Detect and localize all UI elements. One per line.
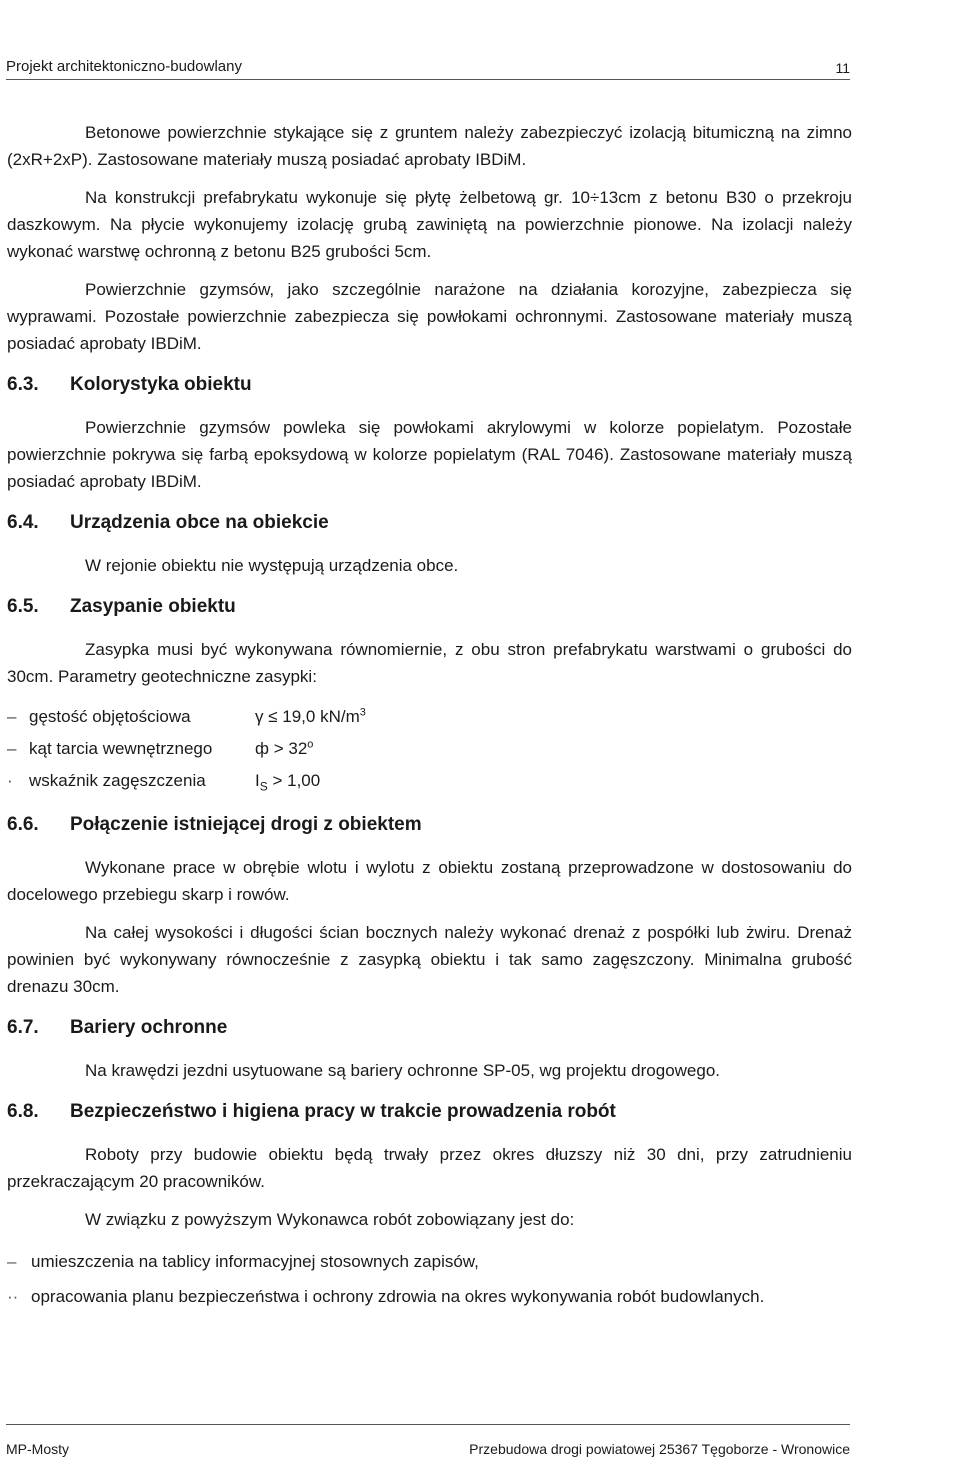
parameter-value: γ ≤ 19,0 $kN/m^3$ [255,706,366,726]
section-number: 6.5. [7,596,39,617]
parameter-row [7,765,852,797]
list-dash: – [7,739,17,758]
list-dash: – [7,707,17,726]
list-dash: – [7,1252,17,1271]
bullet-list [7,1244,852,1314]
footer-left: MP-Mosty [6,1441,69,1457]
page-footer [6,1424,850,1461]
list-item [7,1244,852,1279]
paragraph: Powierzchnie gzymsów powleka się powłokami akrylowymi w kolorze popielatym. Pozostałe powierzchnie pokrywa się farbą epoksydową w kolorze popielatym (RAL 7046). Zastosowane materiały muszą posiadać aprobaty IBDiM. [7,418,852,491]
section-number: 6.4. [7,512,39,533]
paragraph: Na całej wysokości i długości ścian bocznych należy wykonać drenaż z pospółki lub żwiru. Drenaż powinien być wykonywany równocześnie z zasypką obiektu i tak samo zagęszczony. Minimalna grubość drenazu 30cm. [7,923,852,996]
section-heading-6-3 [7,371,852,398]
section-title: Kolorystyka obiektu [70,374,252,395]
parameter-name: kąt tarcia wewnętrznego [29,739,213,758]
paragraph: W rejonie obiektu nie występują urządzenia obce. [85,556,459,575]
section-number: 6.3. [7,374,39,395]
parameter-row [7,733,852,765]
paragraph: Betonowe powierzchnie stykające się z gruntem należy zabezpieczyć izolacją bitumiczną na zimno (2xR+2xP). Zastosowane materiały muszą posiadać aprobaty IBDiM. [7,123,852,169]
section-number: 6.6. [7,814,39,835]
section-heading-6-6 [7,811,852,838]
section-heading-6-5 [7,593,852,620]
footer-right: Przebudowa drogi powiatowej 25367 Tęgoborze - Wronowice [469,1441,850,1457]
paragraph: Powierzchnie gzymsów, jako szczególnie narażone na działania korozyjne, zabezpiecza się wyprawami. Pozostałe powierzchnie zabezpiecza się powłokami ochronnymi. Zastosowane materiały muszą posiadać aprobaty IBDiM. [7,280,852,353]
list-item-text: umieszczenia na tablicy informacyjnej stosownych zapisów, [31,1252,479,1271]
section-title: Połączenie istniejącej drogi z obiektem [70,814,422,835]
list-dash: ·· [7,1287,19,1306]
paragraph: W związku z powyższym Wykonawca robót zobowiązany jest do: [85,1210,575,1229]
paragraph: Na krawędzi jezdni usytuowane są bariery ochronne SP-05, wg projektu drogowego. [85,1061,721,1080]
section-title: Urządzenia obce na obiekcie [70,512,329,533]
list-item [7,1279,852,1314]
section-heading-6-4 [7,509,852,536]
section-number: 6.8. [7,1101,39,1122]
paragraph: Na konstrukcji prefabrykatu wykonuje się płytę żelbetową gr. 10÷13cm z betonu B30 o przekroju daszkowym. Na płycie wykonujemy izolację grubą zawiniętą na powierzchnie pionowe. Na izolacji należy wykonać warstwę ochronną z betonu B25 grubości 5cm. [7,188,852,261]
section-title: Bezpieczeństwo i higiena pracy w trakcie prowadzenia robót [70,1101,616,1122]
list-item-text: opracowania planu bezpieczeństwa i ochrony zdrowia na okres wykonywania robót budowlanych. [31,1287,765,1306]
section-title: Bariery ochronne [70,1017,228,1038]
paragraph: Roboty przy budowie obiektu będą trwały przez okres dłuzszy niż 30 dni, przy zatrudnieniu przekraczającym 20 pracowników. [7,1145,852,1191]
parameter-value: $ф > 32^o$ [255,738,314,758]
page-number: 11 [835,60,850,76]
parameter-row [7,701,852,733]
header-title: Projekt architektoniczno-budowlany [6,58,242,75]
section-title: Zasypanie obiektu [70,596,236,617]
section-number: 6.7. [7,1017,39,1038]
paragraph: Zasypka musi być wykonywana równomiernie, z obu stron prefabrykatu warstwami o grubości do 30cm. Parametry geotechniczne zasypki: [7,640,852,686]
section-heading-6-7 [7,1014,852,1041]
page-header [6,55,850,80]
section-heading-6-8 [7,1098,852,1125]
document-body [7,119,852,1314]
parameter-value: $I_S > 1,00$ [255,771,321,794]
parameter-name: wskaźnik zagęszczenia [29,771,206,790]
parameter-name: gęstość objętościowa [29,707,191,726]
paragraph: Wykonane prace w obrębie wlotu i wylotu z obiektu zostaną przeprowadzone w dostosowaniu do docelowego przebiegu skarp i rowów. [7,858,852,904]
parameter-list [7,701,852,797]
list-dash: · [7,771,13,790]
